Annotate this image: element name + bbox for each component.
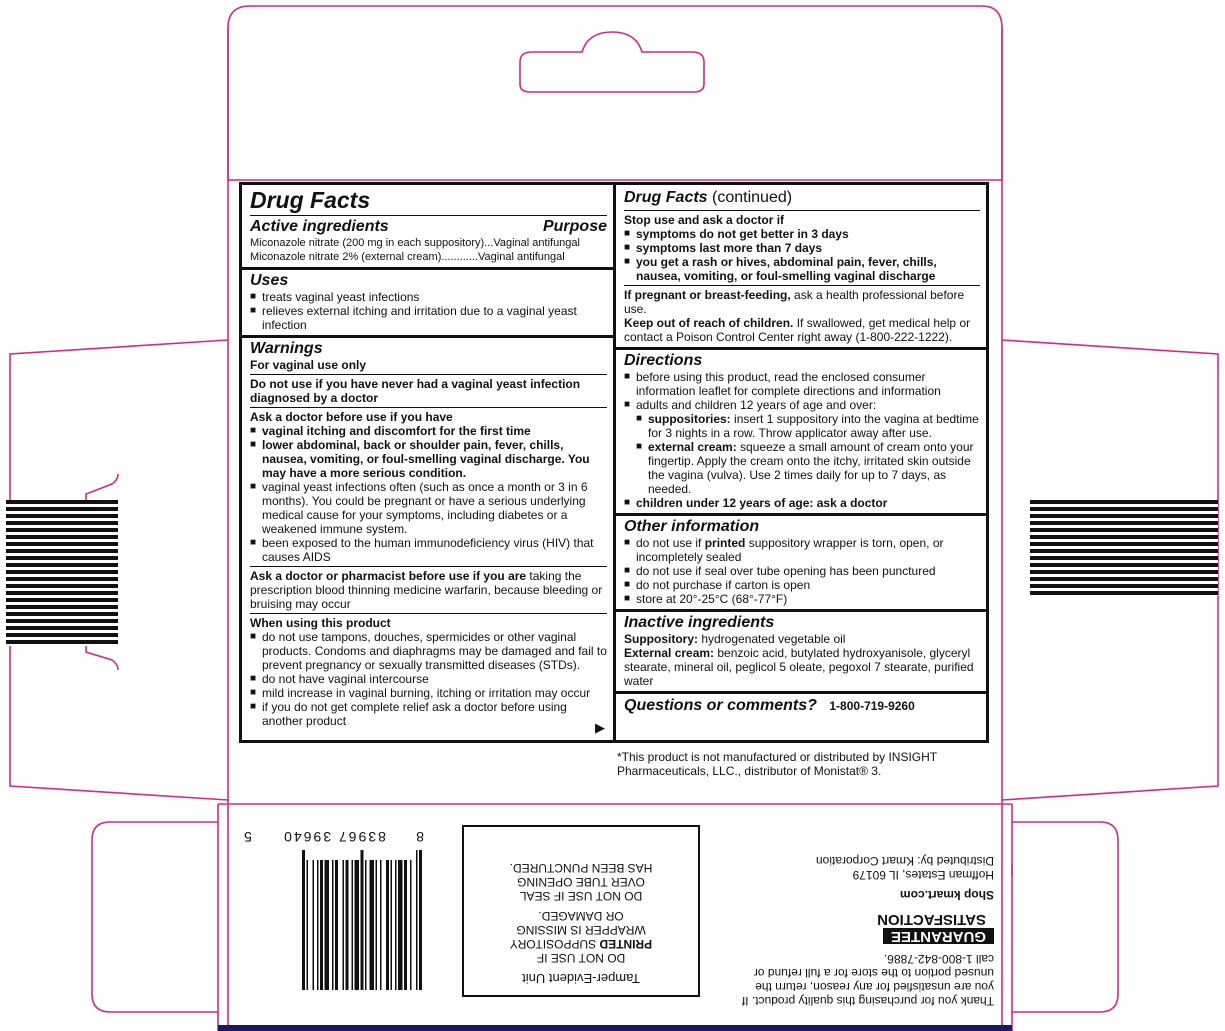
barcode-right-digit: 5 xyxy=(244,829,252,845)
stop-use-item: ■ symptoms do not get better in 3 days xyxy=(624,227,980,241)
drug-facts-right-panel xyxy=(613,182,989,743)
stop-use-item: ■ symptoms last more than 7 days xyxy=(624,241,980,255)
keep-out-bold: Keep out of reach of children. xyxy=(624,316,794,330)
inactive-heading: Inactive ingredients xyxy=(624,614,775,631)
uses-item: ■ relieves external itching and irritation due to a vaginal yeast infection xyxy=(250,304,607,332)
suppositories-bold: suppositories: xyxy=(648,412,731,426)
tamper-line: OVER TUBE OPENING xyxy=(517,875,645,889)
other-info-item xyxy=(624,536,980,564)
pregnant-text xyxy=(624,288,980,316)
guarantee-block xyxy=(738,822,994,1008)
questions-heading: Questions or comments? xyxy=(624,697,817,714)
tamper-evident-box xyxy=(462,825,700,997)
tamper-line: DO NOT USE IF xyxy=(536,951,626,965)
ask-doctor-item: ■ lower abdominal, back or shoulder pain, fever, chills, nausea, vomiting, or foul-smelling vaginal discharge. You may have a more serious condition. xyxy=(250,438,607,480)
barcode-number: 83967 39640 xyxy=(282,829,386,845)
tamper-title: Tamper-Evident Unit xyxy=(522,971,640,986)
pregnant-rest: ask a health professional before use. xyxy=(624,288,965,316)
tamper-printed: PRINTED xyxy=(599,937,653,951)
other-info-item: ■ do not use if seal over tube opening has been punctured xyxy=(624,564,980,578)
purpose-heading: Purpose xyxy=(542,218,607,235)
distributed-by: Distributed by: Kmart Corporation xyxy=(815,854,994,868)
when-using-heading: When using this product xyxy=(250,616,391,630)
tamper-line xyxy=(470,937,692,951)
when-using-item: ■ if you do not get complete relief ask a doctor before using another product xyxy=(250,700,607,728)
inactive-supp-bold: Suppository: xyxy=(624,632,698,646)
tamper-line: OR DAMAGED. xyxy=(538,909,624,923)
when-using-item: ■ mild increase in vaginal burning, itching or irritation may occur xyxy=(250,686,607,700)
other-info-printed: printed xyxy=(704,536,746,550)
bottom-barcode xyxy=(242,822,426,990)
drug-facts-continued-title xyxy=(624,188,980,208)
inactive-suppository xyxy=(624,632,980,646)
continued-arrow-icon: ▶ xyxy=(595,720,605,735)
warnings-section xyxy=(242,338,613,731)
pregnant-bold: If pregnant or breast-feeding, xyxy=(624,288,791,302)
ask-doctor-item: ■ vaginal yeast infections often (such as once a month or 3 in 6 months). You could be pregnant or have a serious underlying medical cause for your symptoms, including diabetes or a weakened immune system. xyxy=(250,480,607,536)
active-ingredients-section xyxy=(242,185,613,270)
right-side-barcode xyxy=(1030,500,1218,596)
uses-heading: Uses xyxy=(250,272,289,289)
vaginal-use-only: For vaginal use only xyxy=(250,358,367,372)
stop-use-item: ■ you get a rash or hives, abdominal pain, fever, chills, nausea, vomiting, or foul-smelling vaginal discharge xyxy=(624,255,980,283)
directions-item: ■ children under 12 years of age: ask a doctor xyxy=(624,496,980,510)
active-row: Miconazole nitrate 2% (external cream)............Vaginal antifungal xyxy=(250,251,565,263)
keep-out-text xyxy=(624,316,980,344)
ask-doctor-item: ■ vaginal itching and discomfort for the first time xyxy=(250,424,607,438)
cream-bold: external cream: xyxy=(648,440,737,454)
uses-item: ■ treats vaginal yeast infections xyxy=(250,290,607,304)
directions-suppositories xyxy=(624,412,980,440)
barcode-left-digit: 8 xyxy=(416,829,424,845)
guarantee-label: GUARANTEE xyxy=(883,928,994,944)
inactive-section xyxy=(616,612,986,694)
disclaimer-text: *This product is not manufactured or distributed by INSIGHT Pharmaceuticals, LLC., distributor of Monistat® 3. xyxy=(617,750,937,778)
do-not-use-text: Do not use if you have never had a vaginal yeast infection diagnosed by a doctor xyxy=(250,377,581,405)
tamper-line: WRAPPER IS MISSING xyxy=(516,923,646,937)
shop-url: Shop kmart.com xyxy=(899,888,994,902)
tamper-line: HAS BEEN PUNCTURED. xyxy=(509,861,653,875)
ask-pharmacist-text xyxy=(250,569,607,611)
guarantee-text: Thank you for purchasing this quality product. If you are unsatisfied for any reason, return the unused portion to the store for a full refund or call 1-800-842-7886. xyxy=(741,952,994,1008)
other-info-item: ■ store at 20°-25°C (68°-77°F) xyxy=(624,592,980,606)
continued-label: (continued) xyxy=(707,189,793,206)
directions-cream xyxy=(624,440,980,496)
questions-section xyxy=(616,694,986,718)
inactive-supp-text: hydrogenated vegetable oil xyxy=(698,632,846,646)
stop-use-section xyxy=(616,185,986,350)
directions-item: ■ adults and children 12 years of age and over: xyxy=(624,398,980,412)
other-info-item: ■ do not purchase if carton is open xyxy=(624,578,980,592)
ask-pharmacist-bold: Ask a doctor or pharmacist before use if you are xyxy=(250,569,527,583)
active-ingredients-heading: Active ingredients xyxy=(250,218,389,235)
other-info-section xyxy=(616,516,986,612)
cream-text: squeeze a small amount of cream onto your fingertip. Apply the cream onto the itchy, irritated skin outside the vagina (vulva). Use 2 times daily for up to 7 days, as needed. xyxy=(648,440,974,496)
tamper-suppository: SUPPOSITORY xyxy=(509,937,600,951)
drug-facts-title: Drug Facts xyxy=(250,187,371,213)
left-side-barcode xyxy=(6,500,118,646)
other-info-pre: do not use if xyxy=(636,536,705,550)
tamper-line: DO NOT USE IF SEAL xyxy=(519,889,643,903)
directions-item: ■ before using this product, read the enclosed consumer information leaflet for complete directions and information xyxy=(624,370,980,398)
other-info-post: suppository wrapper is torn, open, or incompletely sealed xyxy=(636,536,944,564)
inactive-cream-bold: External cream: xyxy=(624,646,715,660)
suppositories-text: insert 1 suppository into the vagina at bedtime for 3 nights in a row. Throw applicator away after use. xyxy=(648,412,979,440)
stop-use-heading: Stop use and ask a doctor if xyxy=(624,213,785,227)
inactive-cream-text: benzoic acid, butylated hydroxyanisole, glyceryl stearate, mineral oil, peglicol 5 oleate, pegoxol 7 stearate, purified water xyxy=(624,646,974,688)
when-using-item: ■ do not use tampons, douches, spermicides or other vaginal products. Condoms and diaphragms may be damaged and fail to prevent pregnancy or sexually transmitted diseases (STDs). xyxy=(250,630,607,672)
active-row: Miconazole nitrate (200 mg in each suppository)...Vaginal antifungal xyxy=(250,237,580,249)
keep-out-rest: If swallowed, get medical help or contact a Poison Control Center right away (1-800-222-1222). xyxy=(624,316,971,344)
address-line: Hoffman Estates, IL 60179 xyxy=(852,868,994,882)
barcode-icon xyxy=(242,850,426,990)
directions-section xyxy=(616,350,986,516)
satisfaction-label: SATISFACTION xyxy=(877,911,986,928)
uses-section xyxy=(242,270,613,338)
inactive-cream xyxy=(624,646,980,688)
drug-facts-title-right: Drug Facts xyxy=(624,189,708,206)
ask-pharmacist-rest: taking the prescription blood thinning medicine warfarin, because bleeding or bruising may occur xyxy=(250,569,603,611)
warnings-heading: Warnings xyxy=(250,340,323,357)
when-using-item: ■ do not have vaginal intercourse xyxy=(250,672,607,686)
ask-doctor-item: ■ been exposed to the human immunodeficiency virus (HIV) that causes AIDS xyxy=(250,536,607,564)
other-info-heading: Other information xyxy=(624,518,760,535)
ask-doctor-heading: Ask a doctor before use if you have xyxy=(250,410,453,424)
directions-heading: Directions xyxy=(624,352,703,369)
questions-phone: 1-800-719-9260 xyxy=(829,699,915,713)
drug-facts-left-panel xyxy=(239,182,616,743)
